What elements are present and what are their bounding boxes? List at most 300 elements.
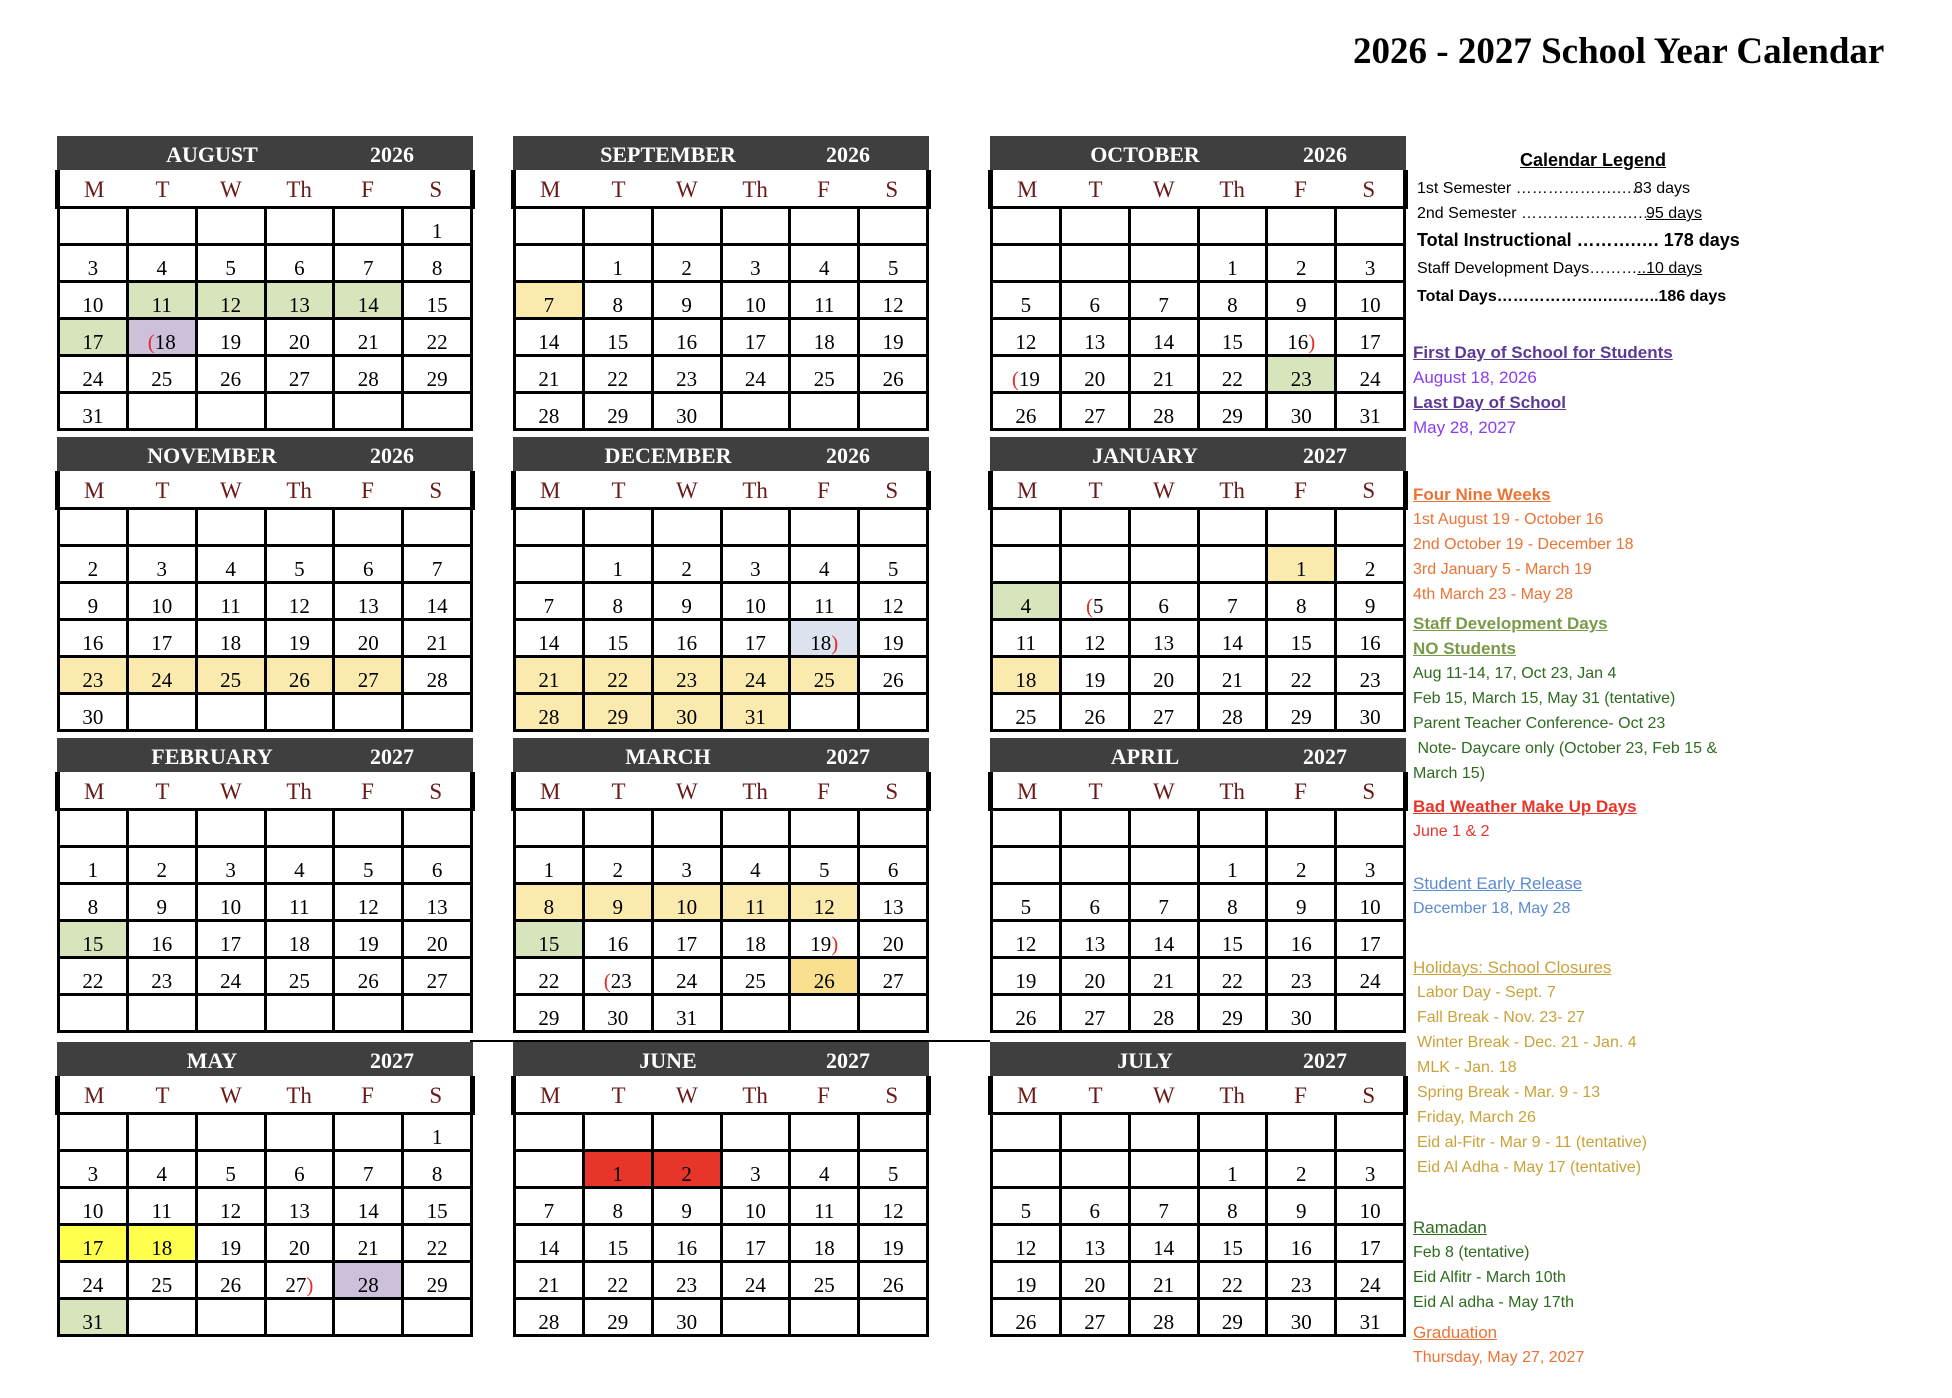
day-number: 21 (1153, 1273, 1175, 1297)
day-number: 24 (744, 668, 766, 692)
day-number: 9 (612, 895, 623, 919)
day-cell (1131, 692, 1200, 729)
day-number: 26 (1015, 1310, 1037, 1334)
nine-weeks-end-marker: ) (831, 932, 839, 956)
day-number: 16 (1290, 1236, 1312, 1260)
day-cell (404, 618, 473, 655)
month-year: 2027 (1303, 744, 1347, 769)
day-number: 3 (1364, 858, 1376, 882)
day-cell (860, 1260, 929, 1297)
day-number: 22 (82, 969, 104, 993)
weekday-label: S (429, 177, 443, 202)
day-cell (723, 581, 792, 618)
day-cell (267, 618, 336, 655)
day-cell (60, 993, 129, 1030)
day-number: 16 (676, 1236, 698, 1260)
day-number: 3 (681, 858, 692, 882)
day-cell (860, 581, 929, 618)
month-name: JANUARY (1092, 443, 1198, 468)
day-number: 16 (607, 932, 629, 956)
day-cell (335, 317, 404, 354)
day-number: 19 (810, 932, 832, 956)
day-number: 8 (612, 1199, 623, 1223)
weekday-header-row (988, 471, 1408, 510)
day-cell (60, 354, 129, 391)
day-cell (516, 618, 585, 655)
legend-row-label: Total Days……………….….…….. (1417, 288, 1659, 305)
day-cell (404, 882, 473, 919)
day-grid (513, 1115, 929, 1337)
day-number: 13 (1084, 330, 1106, 354)
day-cell (860, 317, 929, 354)
day-cell (1131, 811, 1200, 845)
day-number: 1 (612, 1162, 623, 1186)
day-cell (1337, 1297, 1406, 1334)
day-number: 26 (220, 1273, 242, 1297)
day-cell (60, 317, 129, 354)
day-cell (1131, 1260, 1200, 1297)
day-cell (516, 391, 585, 428)
day-cell (585, 956, 654, 993)
day-cell (198, 544, 267, 581)
day-cell (585, 354, 654, 391)
day-cell (993, 544, 1062, 581)
month-header (57, 738, 473, 772)
day-number: 28 (538, 404, 560, 428)
day-cell (993, 1223, 1062, 1260)
day-number: 16 (82, 631, 104, 655)
month-header (990, 437, 1406, 471)
weekday-label: Th (286, 779, 312, 804)
day-number: 22 (426, 330, 448, 354)
weekday-label: Th (1219, 177, 1245, 202)
day-cell (1131, 993, 1200, 1030)
day-cell (335, 811, 404, 845)
day-cell (516, 1223, 585, 1260)
weekday-label: F (361, 478, 374, 503)
day-cell (1268, 1149, 1337, 1186)
day-cell (993, 243, 1062, 280)
day-cell (1062, 882, 1131, 919)
day-grid (990, 811, 1406, 1033)
day-cell (1200, 1186, 1269, 1223)
day-cell (335, 956, 404, 993)
day-number: 31 (82, 404, 104, 428)
day-cell (198, 919, 267, 956)
day-cell (267, 1149, 336, 1186)
day-cell (654, 317, 723, 354)
day-number: 11 (289, 895, 310, 919)
day-number: 16 (1290, 932, 1312, 956)
day-number: 12 (1084, 631, 1106, 655)
day-cell (791, 1149, 860, 1186)
day-number: 6 (294, 1162, 305, 1186)
day-number: 10 (744, 293, 766, 317)
day-cell (723, 1186, 792, 1223)
day-cell (267, 1115, 336, 1149)
day-number: 18 (151, 1236, 173, 1260)
day-number: 15 (426, 1199, 448, 1223)
day-cell (993, 618, 1062, 655)
day-cell (993, 1297, 1062, 1334)
month-header (990, 1042, 1406, 1076)
holiday-item: Eid Al Adha - May 17 (tentative) (1417, 1159, 1642, 1176)
day-cell (993, 655, 1062, 692)
day-number: 20 (1084, 969, 1106, 993)
weekday-label: S (1362, 478, 1376, 503)
weekday-label: Th (286, 478, 312, 503)
day-cell (993, 845, 1062, 882)
legend-staff-development (1413, 611, 1717, 786)
day-cell (1200, 581, 1269, 618)
weekday-label: T (155, 779, 170, 804)
day-cell (1337, 544, 1406, 581)
day-cell (129, 811, 198, 845)
day-cell (198, 692, 267, 729)
day-cell (723, 354, 792, 391)
day-cell (267, 1297, 336, 1334)
day-cell (129, 919, 198, 956)
day-number: 12 (220, 1199, 242, 1223)
day-number: 8 (431, 256, 443, 280)
day-cell (404, 956, 473, 993)
holiday-item: Friday, March 26 (1417, 1109, 1536, 1126)
day-cell (723, 1223, 792, 1260)
day-number: 10 (82, 1199, 104, 1223)
day-number: 10 (676, 895, 698, 919)
month-april (990, 738, 1406, 1033)
day-number: 12 (357, 895, 379, 919)
day-cell (585, 882, 654, 919)
month-august (57, 136, 473, 431)
month-name: FEBRUARY (151, 744, 273, 769)
month-header (513, 437, 929, 471)
day-cell (654, 581, 723, 618)
weekday-label: Th (742, 478, 768, 503)
weekday-label: S (1362, 1083, 1376, 1108)
month-year: 2027 (826, 744, 870, 769)
day-number: 30 (82, 705, 104, 729)
day-cell (1337, 391, 1406, 428)
day-cell (860, 1223, 929, 1260)
day-cell (335, 209, 404, 243)
day-cell (1337, 811, 1406, 845)
day-cell (198, 1260, 267, 1297)
day-cell (993, 391, 1062, 428)
day-cell (654, 882, 723, 919)
day-number: 11 (220, 594, 241, 618)
first-day-heading: First Day of School for Students (1413, 343, 1673, 362)
day-cell (791, 1223, 860, 1260)
day-number: 9 (156, 895, 167, 919)
weekday-label: M (539, 177, 561, 202)
day-cell (129, 1223, 198, 1260)
day-cell (1062, 655, 1131, 692)
ramadan-item: Eid Al adha - May 17th (1413, 1294, 1574, 1311)
day-cell (267, 811, 336, 845)
day-number: 2 (681, 1162, 692, 1186)
holiday-item: Labor Day - Sept. 7 (1417, 984, 1556, 1001)
day-number: 25 (151, 367, 173, 391)
no-students-heading: NO Students (1413, 639, 1516, 658)
day-number: 21 (357, 1236, 379, 1260)
day-cell (791, 692, 860, 729)
day-number: 29 (607, 404, 629, 428)
day-cell (791, 1297, 860, 1334)
day-cell (129, 1297, 198, 1334)
day-cell (335, 581, 404, 618)
day-cell (1200, 919, 1269, 956)
day-cell (993, 581, 1062, 618)
day-cell (860, 243, 929, 280)
day-number: 6 (362, 557, 374, 581)
day-number: 28 (1221, 705, 1243, 729)
day-number: 1 (431, 219, 443, 243)
month-header (57, 136, 473, 170)
day-number: 10 (1359, 293, 1381, 317)
day-cell (404, 845, 473, 882)
day-cell (267, 845, 336, 882)
day-cell (129, 692, 198, 729)
day-cell (335, 391, 404, 428)
day-cell (1268, 1297, 1337, 1334)
day-cell (335, 354, 404, 391)
month-name: JULY (1117, 1048, 1173, 1073)
day-number: 14 (1153, 932, 1175, 956)
weekday-label: F (1294, 478, 1307, 503)
day-cell (404, 317, 473, 354)
day-number: 24 (1359, 969, 1381, 993)
legend-row-label: Total Instructional ……….…. (1417, 230, 1664, 250)
day-number: 7 (543, 293, 555, 317)
day-cell (1062, 692, 1131, 729)
weekday-label: S (1362, 177, 1376, 202)
day-number: 27 (357, 668, 379, 692)
day-number: 28 (357, 367, 379, 391)
day-number: 24 (744, 367, 766, 391)
nine-weeks-end-marker: ) (1308, 330, 1316, 354)
day-cell (335, 243, 404, 280)
day-cell (267, 882, 336, 919)
day-cell (1200, 510, 1269, 544)
day-number: 13 (1084, 932, 1106, 956)
day-cell (1268, 618, 1337, 655)
weekday-label: Th (1219, 1083, 1245, 1108)
day-cell (1131, 209, 1200, 243)
weekday-label: F (361, 1083, 374, 1108)
day-cell (267, 1260, 336, 1297)
day-cell (267, 544, 336, 581)
month-february (57, 738, 473, 1033)
day-number: 4 (1020, 594, 1032, 618)
day-number: 20 (882, 932, 904, 956)
weekday-label: W (1152, 1083, 1175, 1108)
month-name: MARCH (625, 744, 711, 769)
day-cell (1268, 1223, 1337, 1260)
day-number: 9 (681, 1199, 692, 1223)
day-cell (860, 919, 929, 956)
weekday-label: S (885, 779, 899, 804)
weekday-header-row (511, 772, 931, 811)
day-cell (198, 391, 267, 428)
day-cell (1131, 391, 1200, 428)
day-cell (1200, 1297, 1269, 1334)
day-cell (654, 391, 723, 428)
day-number: 2 (87, 557, 99, 581)
day-number: 24 (82, 367, 104, 391)
day-cell (516, 956, 585, 993)
day-cell (791, 919, 860, 956)
day-cell (791, 882, 860, 919)
day-cell (267, 317, 336, 354)
day-cell (198, 280, 267, 317)
day-cell (1062, 811, 1131, 845)
day-number: 5 (294, 557, 305, 581)
day-cell (993, 811, 1062, 845)
weekday-label: T (155, 478, 170, 503)
weekday-label: F (361, 779, 374, 804)
day-cell (791, 655, 860, 692)
day-number: 26 (1015, 1006, 1037, 1030)
day-cell (723, 1297, 792, 1334)
day-number: 31 (676, 1006, 698, 1030)
day-cell (516, 510, 585, 544)
month-header (990, 738, 1406, 772)
day-number: 2 (681, 256, 692, 280)
month-november (57, 437, 473, 732)
day-cell (791, 618, 860, 655)
month-may (57, 1042, 473, 1337)
day-number: 1 (1227, 256, 1238, 280)
month-year: 2026 (1303, 142, 1347, 167)
weekday-label: W (219, 177, 242, 202)
legend-row-label: 1st Semester ……………….….. (1417, 180, 1642, 197)
month-year: 2027 (1303, 1048, 1347, 1073)
weekday-label: M (83, 779, 105, 804)
day-cell (654, 1223, 723, 1260)
day-number: 19 (288, 631, 310, 655)
day-cell (1268, 280, 1337, 317)
divider-line (470, 1040, 990, 1042)
nine-weeks-heading: Four Nine Weeks (1413, 485, 1551, 504)
day-number: 1 (1227, 858, 1238, 882)
day-number: 30 (1290, 1310, 1312, 1334)
day-number: 3 (1364, 1162, 1376, 1186)
day-number: 25 (813, 367, 835, 391)
day-cell (335, 919, 404, 956)
day-cell (404, 1223, 473, 1260)
day-cell (1131, 317, 1200, 354)
day-number: 14 (1153, 330, 1175, 354)
day-number: 25 (744, 969, 766, 993)
day-cell (791, 391, 860, 428)
weekday-label: T (611, 478, 626, 503)
day-number: 28 (357, 1273, 379, 1297)
day-number: 2 (1295, 858, 1307, 882)
day-number: 14 (357, 1199, 379, 1223)
day-cell (1337, 510, 1406, 544)
weekday-label: F (817, 478, 830, 503)
day-cell (1268, 919, 1337, 956)
day-cell (860, 209, 929, 243)
day-number: 5 (1020, 895, 1032, 919)
legend-ramadan (1413, 1215, 1574, 1315)
day-number: 4 (225, 557, 236, 581)
day-number: 26 (1015, 404, 1037, 428)
weekday-label: S (885, 177, 899, 202)
day-cell (198, 581, 267, 618)
day-cell (1131, 354, 1200, 391)
day-cell (404, 391, 473, 428)
day-number: 15 (607, 631, 629, 655)
day-number: 9 (1295, 1199, 1307, 1223)
day-cell (723, 317, 792, 354)
month-march (513, 738, 929, 1033)
day-cell (335, 993, 404, 1030)
day-cell (404, 919, 473, 956)
day-number: 14 (1221, 631, 1243, 655)
day-cell (723, 544, 792, 581)
day-cell (791, 243, 860, 280)
day-cell (1268, 1260, 1337, 1297)
day-cell (129, 280, 198, 317)
holiday-item: MLK - Jan. 18 (1417, 1059, 1517, 1076)
nine-weeks-item: 2nd October 19 - December 18 (1413, 536, 1634, 553)
day-cell (1131, 243, 1200, 280)
holiday-item: Spring Break - Mar. 9 - 13 (1417, 1084, 1601, 1101)
day-cell (516, 882, 585, 919)
day-cell (516, 993, 585, 1030)
day-cell (1337, 692, 1406, 729)
day-number: 9 (1295, 293, 1307, 317)
page-title: 2026 - 2027 School Year Calendar (1353, 31, 1885, 72)
day-cell (585, 618, 654, 655)
legend-row-value: 178 days (1663, 230, 1740, 250)
day-cell (404, 581, 473, 618)
day-cell (860, 1115, 929, 1149)
day-grid (57, 1115, 473, 1337)
day-number: 4 (294, 858, 305, 882)
legend-first-day (1413, 340, 1673, 440)
day-cell (1337, 882, 1406, 919)
day-grid (513, 811, 929, 1033)
day-cell (198, 243, 267, 280)
day-number: 5 (362, 858, 374, 882)
day-number: 20 (1084, 367, 1106, 391)
day-number: 19 (882, 1236, 904, 1260)
day-number: 12 (882, 1199, 904, 1223)
day-number: 19 (882, 631, 904, 655)
day-cell (1268, 391, 1337, 428)
nine-weeks-end-marker: ) (306, 1273, 314, 1297)
day-number: 17 (744, 330, 766, 354)
day-cell (1268, 243, 1337, 280)
day-cell (654, 655, 723, 692)
day-cell (1200, 209, 1269, 243)
day-cell (585, 581, 654, 618)
day-number: 26 (220, 367, 242, 391)
day-cell (1337, 956, 1406, 993)
day-number: 27 (426, 969, 448, 993)
day-number: 18 (1015, 668, 1037, 692)
day-cell (791, 811, 860, 845)
day-number: 17 (82, 330, 104, 354)
day-number: 6 (1158, 594, 1169, 618)
day-cell (404, 692, 473, 729)
month-name: JUNE (639, 1048, 697, 1073)
month-year: 2026 (826, 142, 870, 167)
day-cell (516, 845, 585, 882)
